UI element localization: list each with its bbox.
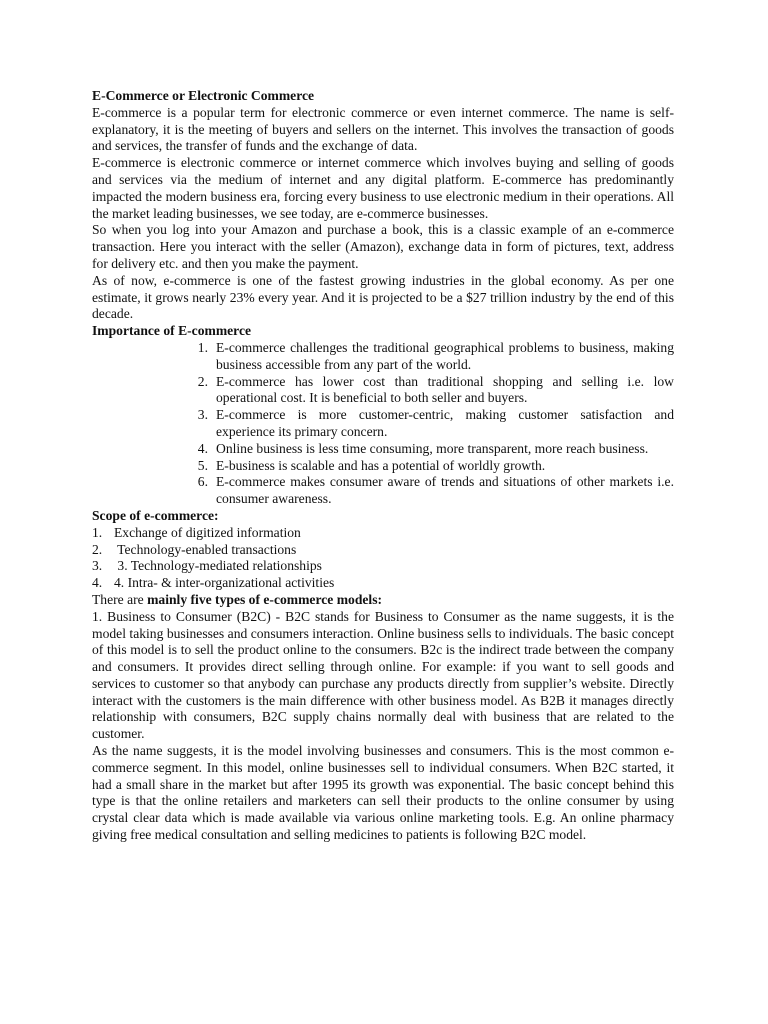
list-item (186, 441, 674, 458)
list-number: 5. (197, 457, 208, 473)
importance-heading: Importance of E-commerce (92, 323, 252, 339)
list-number: 4. (197, 440, 208, 456)
list-item (186, 474, 674, 508)
document-title: E-Commerce or Electronic Commerce (92, 88, 315, 103)
list-item (92, 558, 674, 575)
list-number: 2. (92, 541, 103, 557)
list-text: E-business is scalable and has a potential of worldly growth. (216, 457, 546, 473)
document-page (92, 88, 674, 844)
list-text: 4. Intra- & inter-organizational activities (114, 575, 335, 591)
list-item (186, 340, 674, 374)
list-text: Online business is less time consuming, more transparent, more reach business. (216, 440, 649, 456)
list-item (186, 374, 674, 408)
list-text: E-commerce challenges the traditional geographical problems to business, making business accessible from any part of the world. (216, 339, 674, 372)
list-text: Exchange of digitized information (114, 524, 301, 540)
list-item (92, 542, 674, 559)
list-item (186, 407, 674, 441)
importance-list (92, 340, 674, 508)
types-bold: mainly five types of e-commerce models: (147, 591, 383, 607)
types-intro (92, 592, 674, 609)
list-number: 3. (92, 558, 103, 574)
list-number: 4. (92, 575, 103, 591)
list-item (92, 575, 674, 592)
scope-list (92, 525, 674, 592)
list-number: 2. (197, 373, 208, 389)
list-number: 1. (197, 339, 208, 355)
intro-paragraph-4: As of now, e-commerce is one of the fastest growing industries in the global economy. As per one estimate, it grows nearly 23% every year. And it is projected to be a $27 trillion industry by the end of this decade. (92, 272, 674, 322)
list-text: E-commerce is more customer-centric, making customer satisfaction and experience its primary concern. (216, 407, 674, 439)
b2c-paragraph-2: As the name suggests, it is the model involving businesses and consumers. This is the most common e-commerce segment. In this model, online businesses sell to individual consumers. When B2C started, it had a small share in the market but after 1995 its growth was exponential. The basic concept behind this type is that the online retailers and marketers can sell their products to the online consumer by using crystal clear data which is made available via various online marketing tools. E.g. An online pharmacy giving free medical consultation and selling medicines to patients is following B2C model. (92, 743, 674, 843)
intro-paragraph-3: So when you log into your Amazon and purchase a book, this is a classic example of an e-commerce transaction. Here you interact with the seller (Amazon), exchange data in form of pictures, text, address for delivery etc. and then you make the payment. (92, 222, 674, 271)
list-text: E-commerce has lower cost than traditional shopping and selling i.e. low operational cost. It is beneficial to both seller and buyers. (216, 373, 674, 406)
list-number: 3. (197, 407, 208, 423)
types-prefix: There are (92, 591, 148, 607)
list-number: 1. (92, 524, 103, 540)
intro-paragraph-1: E-commerce is a popular term for electronic commerce or even internet commerce. The name is self-explanatory, it is the meeting of buyers and sellers on the internet. This involves the transaction of goods and services, the transfer of funds and the exchange of data. (92, 104, 674, 154)
list-item (186, 458, 674, 475)
list-text: E-commerce makes consumer aware of trends and situations of other markets i.e. consumer awareness. (216, 474, 674, 507)
list-number: 6. (197, 474, 208, 490)
b2c-paragraph-1: 1. Business to Consumer (B2C) - B2C stands for Business to Consumer as the name suggests, it is the model taking businesses and consumers interaction. Online business sells to individuals. The basic concept of this model is to sell the product online to the consumers. B2c is the indirect trade between the company and consumers. It provides direct selling through online. For example: if you want to sell goods and services to customer so that anybody can purchase any products directly from supplier’s website. Directly interact with the customers is the main difference with other business model. As B2B it manages directly relationship with consumers, B2C supply chains normally deal with business that are related to the customer. (92, 608, 674, 742)
list-text: 3. Technology-mediated relationships (114, 558, 322, 574)
intro-paragraph-2: E-commerce is electronic commerce or internet commerce which involves buying and selling of goods and services via the medium of internet and any digital platform. E-commerce has predominantly impacted the modern business era, forcing every business to use electronic medium in their operations. All the market leading businesses, we see today, are e-commerce businesses. (92, 155, 674, 221)
list-item (92, 525, 674, 542)
list-text: Technology-enabled transactions (114, 541, 297, 557)
scope-heading: Scope of e-commerce: (92, 507, 219, 523)
